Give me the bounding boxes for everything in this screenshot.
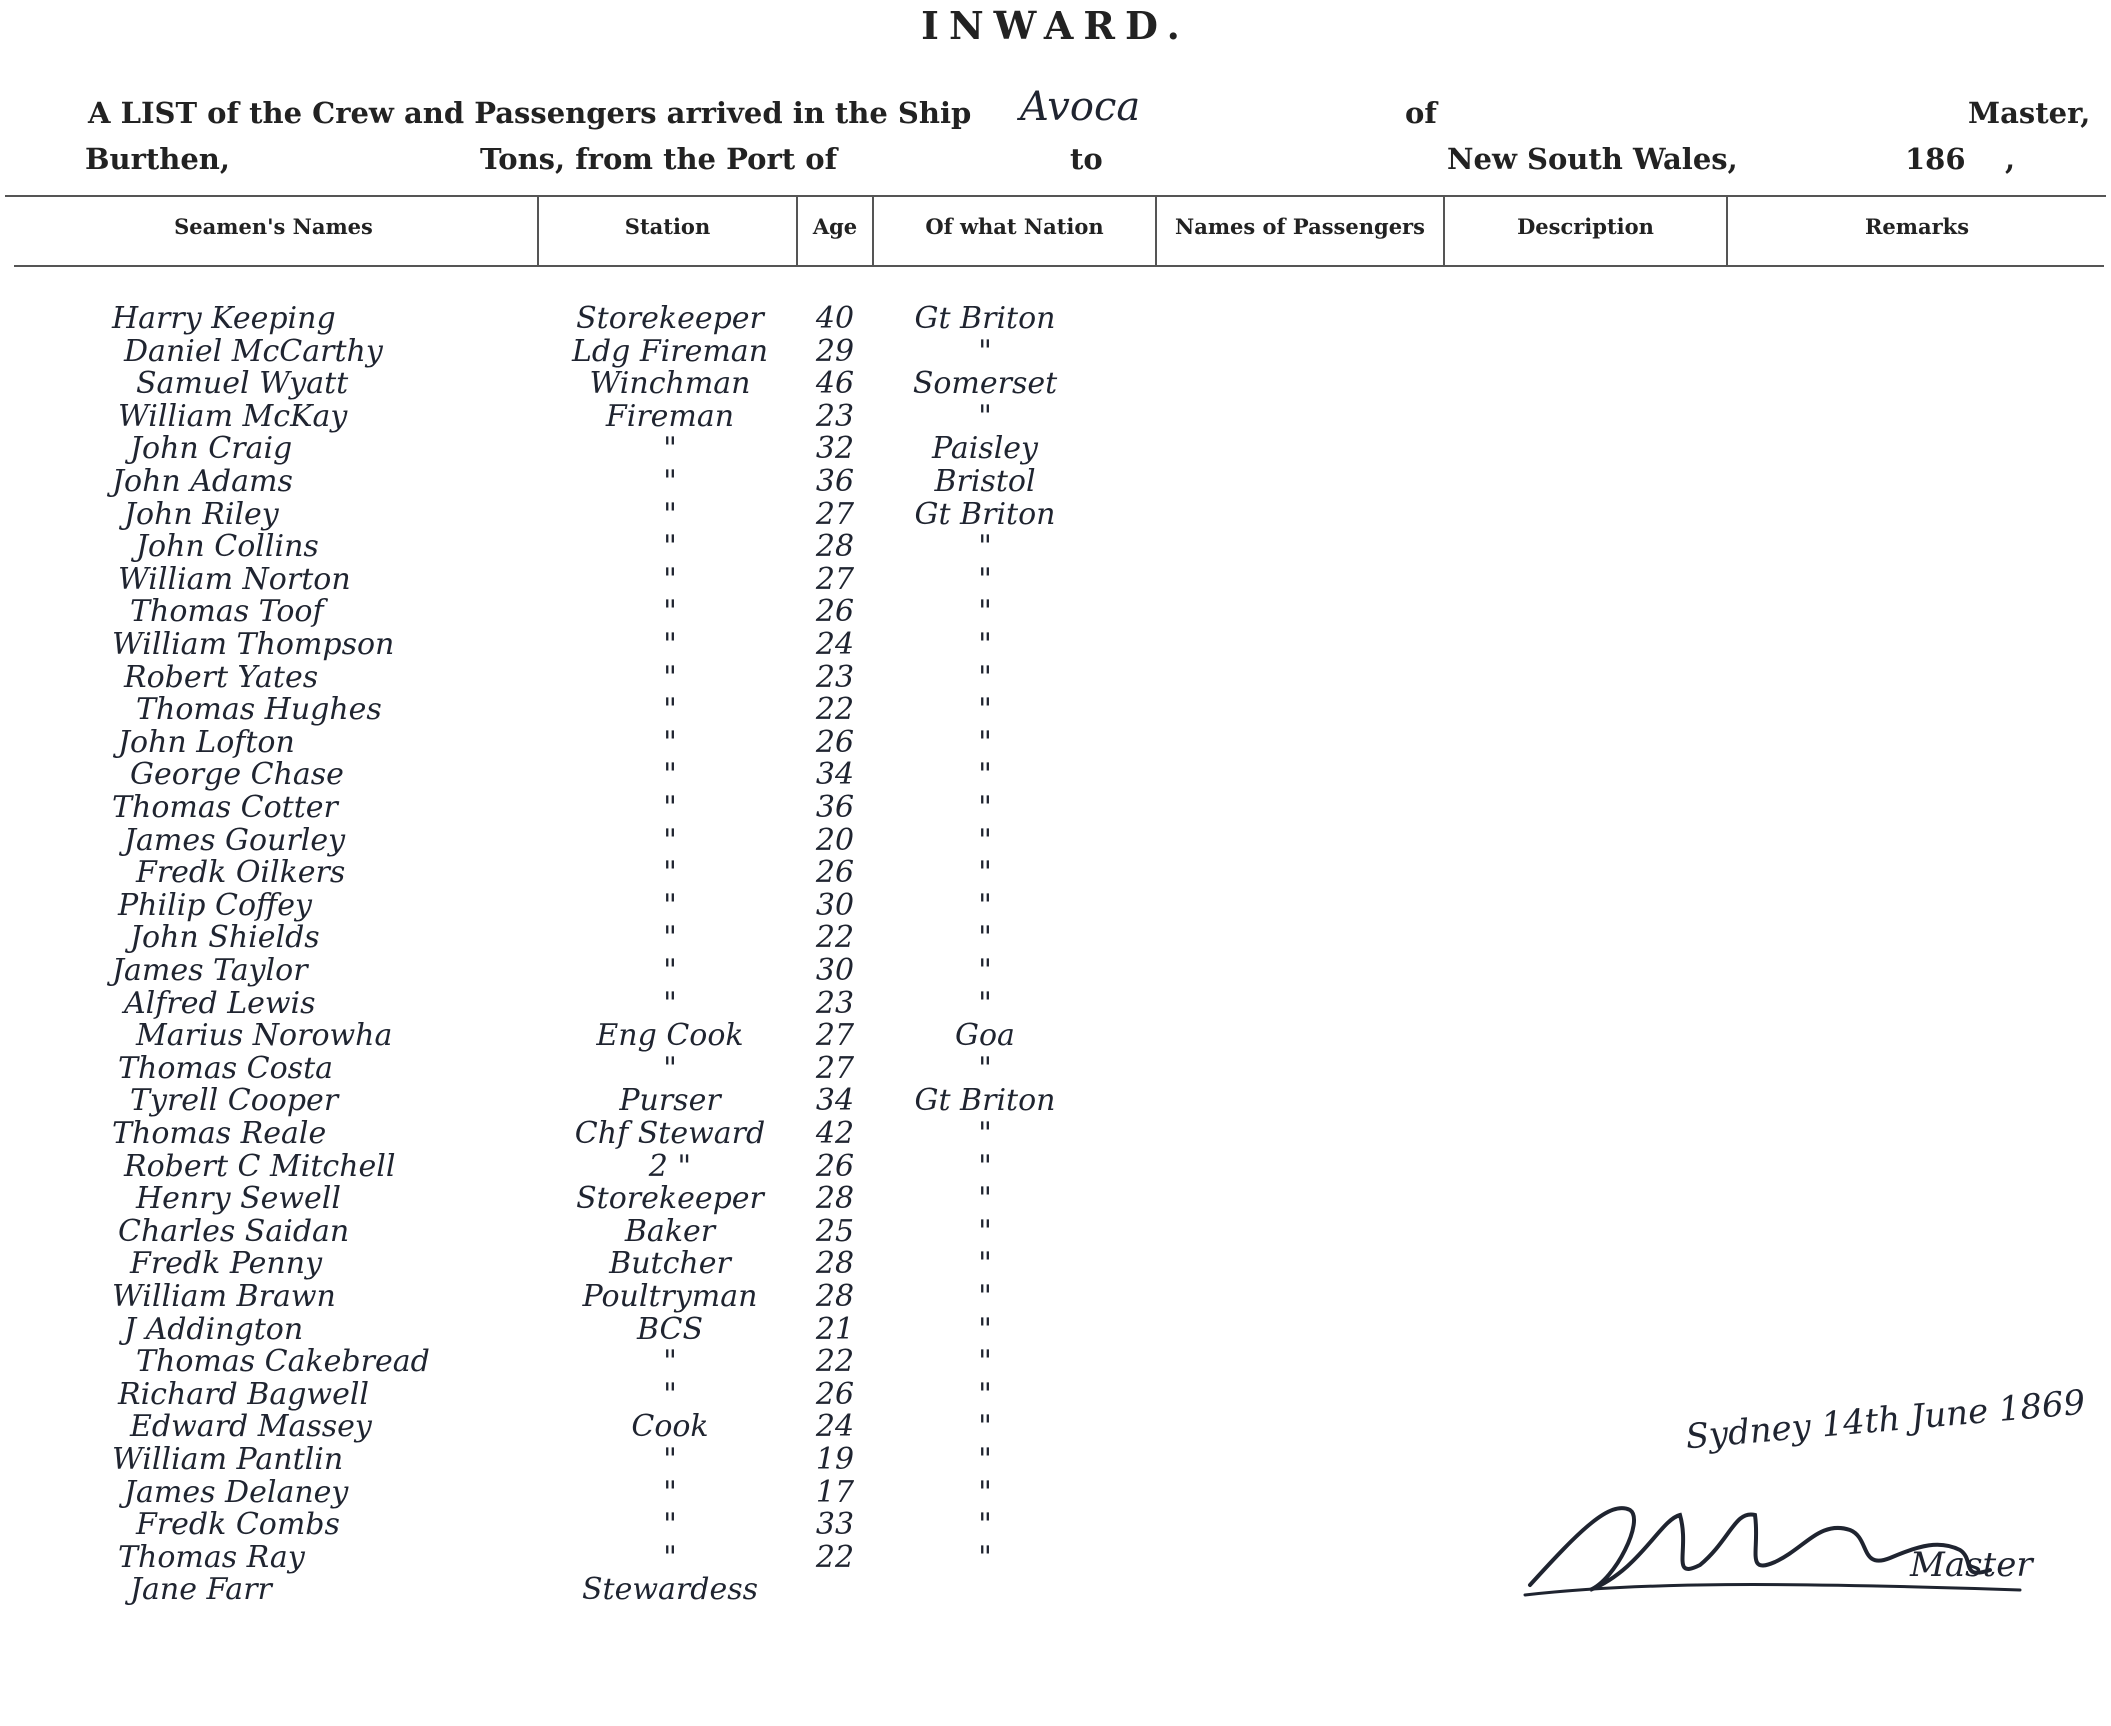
crew-name: Thomas Cakebread [136, 1344, 430, 1379]
crew-name: Richard Bagwell [118, 1377, 370, 1412]
crew-age: 27 [815, 1018, 855, 1053]
crew-name: Henry Sewell [136, 1181, 341, 1216]
crew-station: " [663, 790, 677, 825]
crew-age: 40 [815, 301, 855, 336]
destination: New South Wales, [1447, 142, 1738, 176]
crew-station: " [663, 725, 677, 760]
crew-age: 30 [815, 888, 855, 923]
column-header-remarks: Remarks [1864, 214, 1970, 239]
crew-nation: " [978, 692, 992, 727]
crew-name: Thomas Ray [118, 1540, 305, 1575]
crew-name: Thomas Costa [118, 1051, 334, 1086]
crew-age: 19 [815, 1442, 855, 1477]
crew-nation: " [978, 1344, 992, 1379]
column-header-seamen-names: Seamen's Names [174, 214, 373, 239]
crew-station: " [663, 1475, 677, 1510]
crew-nation: " [978, 594, 992, 629]
crew-station: " [663, 920, 677, 955]
crew-station: " [663, 431, 677, 466]
crew-age: 27 [815, 562, 855, 597]
crew-station: " [663, 692, 677, 727]
crew-name: Thomas Toof [130, 594, 324, 629]
crew-name: James Taylor [112, 953, 308, 988]
crew-station: Chf Steward [574, 1116, 766, 1151]
crew-name: Philip Coffey [118, 888, 313, 923]
crew-name: William Thompson [112, 627, 395, 662]
crew-age: 28 [815, 1246, 855, 1281]
crew-nation: " [978, 1312, 992, 1347]
crew-nation: " [978, 334, 992, 369]
crew-age: 22 [815, 920, 855, 955]
crew-age: 23 [815, 986, 855, 1021]
crew-station: BCS [636, 1312, 704, 1347]
crew-nation: " [978, 1475, 992, 1510]
of-label: of [1405, 96, 1437, 130]
crew-station: " [663, 855, 677, 890]
crew-age: 20 [815, 823, 855, 858]
crew-station: Eng Cook [596, 1018, 744, 1053]
crew-nation: " [978, 855, 992, 890]
crew-nation: " [978, 823, 992, 858]
crew-station: Stewardess [581, 1572, 758, 1607]
crew-age: 26 [815, 594, 855, 629]
tons-port-label: Tons, from the Port of [480, 142, 838, 176]
crew-nation: " [978, 1540, 992, 1575]
form-title: INWARD. [921, 6, 1190, 46]
column-header-age: Age [812, 214, 858, 239]
crew-name: Marius Norowha [136, 1018, 393, 1053]
column-header-station: Station [624, 214, 711, 239]
crew-nation: " [978, 1507, 992, 1542]
crew-age: 25 [815, 1214, 855, 1249]
crew-name: Robert Yates [124, 660, 319, 695]
crew-station: " [663, 594, 677, 629]
signature-place-date: Sydney 14th June 1869 [1684, 1382, 2087, 1458]
crew-name: William Norton [118, 562, 351, 597]
crew-station: " [663, 660, 677, 695]
header-rule-top [5, 195, 2106, 197]
crew-station: " [663, 1442, 677, 1477]
crew-nation: " [978, 1246, 992, 1281]
crew-nation: " [978, 725, 992, 760]
crew-age: 23 [815, 660, 855, 695]
crew-name: John Adams [112, 464, 293, 499]
crew-station: Baker [624, 1214, 716, 1249]
crew-nation: " [978, 1409, 992, 1444]
crew-station: Cook [631, 1409, 709, 1444]
crew-nation: " [978, 660, 992, 695]
crew-age: 27 [815, 497, 855, 532]
crew-age: 33 [815, 1507, 855, 1542]
crew-nation: Gt Briton [914, 301, 1056, 336]
crew-age: 28 [815, 1279, 855, 1314]
crew-nation: " [978, 1051, 992, 1086]
crew-name: John Craig [130, 431, 293, 466]
crew-station: Storekeeper [576, 1181, 764, 1216]
crew-nation: Bristol [934, 464, 1036, 499]
crew-nation: " [978, 1149, 992, 1184]
crew-name: Fredk Combs [136, 1507, 340, 1542]
crew-name: Charles Saidan [118, 1214, 350, 1249]
crew-nation: " [978, 790, 992, 825]
crew-age: 26 [815, 855, 855, 890]
crew-name: John Collins [136, 529, 319, 564]
crew-nation: Gt Briton [914, 1083, 1056, 1118]
to-label: to [1070, 142, 1103, 176]
list-heading: A LIST of the Crew and Passengers arrived in the Ship [88, 96, 972, 130]
crew-age: 29 [815, 334, 855, 369]
year-prefix: 186 [1905, 142, 1966, 176]
crew-name: John Riley [124, 497, 279, 532]
crew-station: " [663, 986, 677, 1021]
crew-station: 2 " [648, 1149, 692, 1184]
crew-station: Ldg Fireman [571, 334, 769, 369]
crew-age: 21 [815, 1312, 855, 1347]
crew-nation: " [978, 562, 992, 597]
crew-station: " [663, 497, 677, 532]
crew-name: William Pantlin [112, 1442, 344, 1477]
crew-station: " [663, 627, 677, 662]
crew-age: 24 [815, 1409, 855, 1444]
crew-age: 22 [815, 1344, 855, 1379]
crew-nation: " [978, 757, 992, 792]
crew-age: 46 [815, 366, 855, 401]
crew-name: Harry Keeping [112, 301, 336, 336]
crew-nation: " [978, 1214, 992, 1249]
crew-name: Alfred Lewis [124, 986, 316, 1021]
crew-nation: Goa [955, 1018, 1015, 1053]
crew-name: James Delaney [124, 1475, 349, 1510]
crew-age: 34 [815, 1083, 855, 1118]
crew-station: Winchman [589, 366, 751, 401]
signature-title: Master [1910, 1545, 2033, 1585]
crew-age: 28 [815, 1181, 855, 1216]
crew-nation: " [978, 1181, 992, 1216]
crew-age: 36 [815, 464, 855, 499]
crew-nation: Gt Briton [914, 497, 1056, 532]
burthen-label: Burthen, [85, 142, 230, 176]
crew-station: " [663, 1377, 677, 1412]
crew-name: Thomas Hughes [136, 692, 382, 727]
crew-name: Edward Massey [130, 1409, 372, 1444]
crew-name: John Lofton [118, 725, 295, 760]
crew-station: " [663, 1344, 677, 1379]
crew-age: 30 [815, 953, 855, 988]
crew-station: " [663, 1540, 677, 1575]
crew-name: Samuel Wyatt [136, 366, 349, 401]
crew-station: " [663, 823, 677, 858]
crew-station: Storekeeper [576, 301, 764, 336]
crew-nation: " [978, 953, 992, 988]
crew-station: Purser [619, 1083, 721, 1118]
crew-name: J Addington [124, 1312, 304, 1347]
crew-station: " [663, 1507, 677, 1542]
crew-age: 26 [815, 1149, 855, 1184]
crew-age: 34 [815, 757, 855, 792]
crew-station: " [663, 529, 677, 564]
crew-station: Poultryman [582, 1279, 758, 1314]
crew-nation: " [978, 627, 992, 662]
crew-station: " [663, 953, 677, 988]
crew-name: Fredk Penny [130, 1246, 323, 1281]
crew-age: 42 [815, 1116, 855, 1151]
crew-station: " [663, 1051, 677, 1086]
crew-station: " [663, 757, 677, 792]
crew-age: 26 [815, 1377, 855, 1412]
crew-station: Fireman [605, 399, 735, 434]
crew-station: " [663, 562, 677, 597]
crew-name: Fredk Oilkers [136, 855, 346, 890]
crew-nation: " [978, 1442, 992, 1477]
crew-nation: " [978, 399, 992, 434]
crew-name: Jane Farr [130, 1572, 272, 1607]
crew-name: James Gourley [124, 823, 346, 858]
crew-age: 24 [815, 627, 855, 662]
crew-age: 28 [815, 529, 855, 564]
crew-name: Robert C Mitchell [124, 1149, 396, 1184]
crew-nation: Paisley [931, 431, 1038, 466]
crew-nation: " [978, 529, 992, 564]
crew-station: " [663, 464, 677, 499]
column-header-description: Description [1517, 214, 1654, 239]
crew-age: 22 [815, 1540, 855, 1575]
crew-age: 26 [815, 725, 855, 760]
column-header-passengers: Names of Passengers [1175, 214, 1425, 239]
crew-age: 23 [815, 399, 855, 434]
crew-age: 22 [815, 692, 855, 727]
crew-age: 36 [815, 790, 855, 825]
crew-age: 32 [815, 431, 855, 466]
column-header-nation: Of what Nation [925, 214, 1104, 239]
crew-name: Thomas Reale [112, 1116, 327, 1151]
crew-nation: " [978, 1377, 992, 1412]
crew-age: 27 [815, 1051, 855, 1086]
crew-nation: Somerset [912, 366, 1058, 401]
crew-name: John Shields [130, 920, 320, 955]
master-label: Master, [1968, 96, 2091, 130]
crew-name: Tyrell Cooper [130, 1083, 339, 1118]
header-rule-bottom [14, 265, 2104, 267]
crew-name: Daniel McCarthy [124, 334, 383, 369]
crew-name: George Chase [130, 757, 344, 792]
crew-nation: " [978, 986, 992, 1021]
ship-name: Avoca [1020, 84, 1141, 130]
crew-station: " [663, 888, 677, 923]
crew-name: William Brawn [112, 1279, 336, 1314]
crew-nation: " [978, 920, 992, 955]
crew-nation: " [978, 1116, 992, 1151]
crew-nation: " [978, 888, 992, 923]
crew-nation: " [978, 1279, 992, 1314]
year-comma: , [2005, 142, 2016, 176]
crew-name: William McKay [118, 399, 348, 434]
crew-age: 17 [815, 1475, 855, 1510]
crew-station: Butcher [609, 1246, 731, 1281]
crew-name: Thomas Cotter [112, 790, 338, 825]
